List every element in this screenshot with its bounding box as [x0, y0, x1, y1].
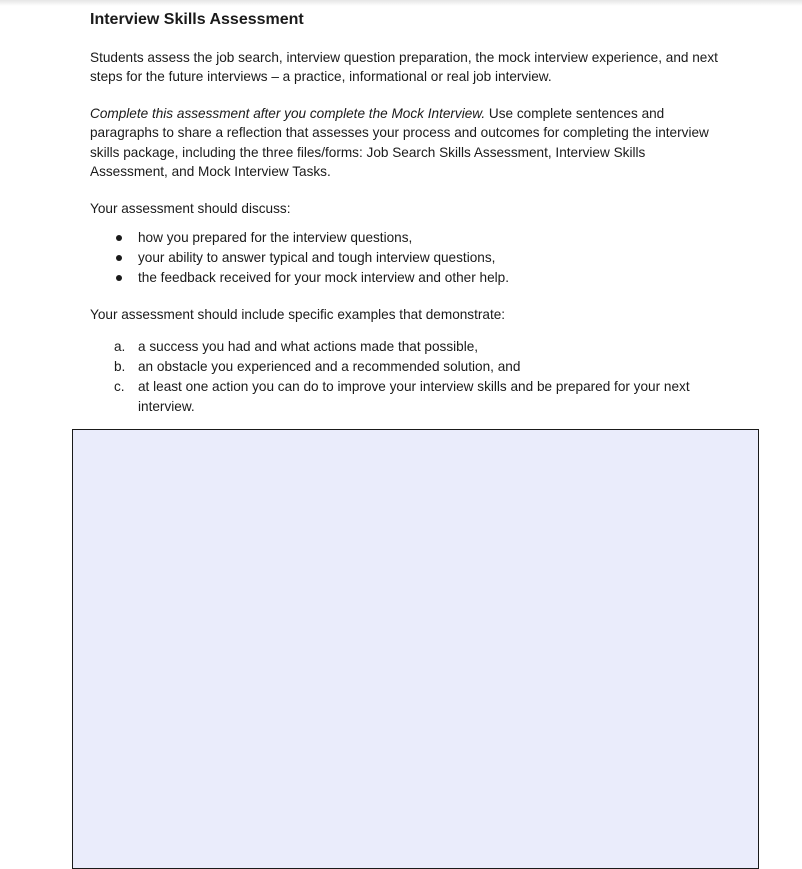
instructions-paragraph — [90, 104, 725, 181]
bullet-icon — [116, 275, 122, 281]
bullet-icon — [116, 255, 122, 261]
examples-heading: Your assessment should include specific examples that demonstrate: — [90, 307, 506, 322]
list-letter: c. — [114, 379, 125, 394]
list-item-text: how you prepared for the interview questions, — [138, 230, 413, 245]
list-item — [90, 337, 730, 357]
list-item-text: at least one action you can do to improve your interview skills and be prepared for your next interview. — [138, 379, 690, 414]
instructions-text: Use complete sentences and paragraphs to share a reflection that assesses your process and outcomes for completing the interview skills package, including the three files/forms: Job Search Skills Assessment, Interview Skills Assessment, and Mock Interview Tasks. — [90, 106, 709, 179]
list-item — [90, 268, 730, 288]
list-item — [90, 228, 730, 248]
list-item — [90, 357, 730, 377]
list-letter: a. — [114, 339, 126, 354]
page-top-shadow — [0, 0, 802, 6]
instructions-emphasis: Complete this assessment after you complete the Mock Interview. — [90, 106, 486, 121]
list-item-text: your ability to answer typical and tough interview questions, — [138, 250, 496, 265]
assessment-answer-field[interactable] — [72, 429, 759, 869]
discuss-heading: Your assessment should discuss: — [90, 201, 291, 216]
bullet-icon — [116, 235, 122, 241]
page-title: Interview Skills Assessment — [90, 11, 304, 28]
list-item-text: a success you had and what actions made that possible, — [138, 339, 479, 354]
discuss-list — [90, 228, 730, 288]
list-item — [90, 377, 730, 417]
examples-list — [90, 337, 730, 417]
list-item — [90, 248, 730, 268]
list-item-text: an obstacle you experienced and a recommended solution, and — [138, 359, 521, 374]
intro-paragraph: Students assess the job search, interview question preparation, the mock interview experience, and next steps for the future interviews – a practice, informational or real job interview. — [90, 50, 718, 85]
list-item-text: the feedback received for your mock interview and other help. — [138, 270, 510, 285]
list-letter: b. — [114, 359, 126, 374]
